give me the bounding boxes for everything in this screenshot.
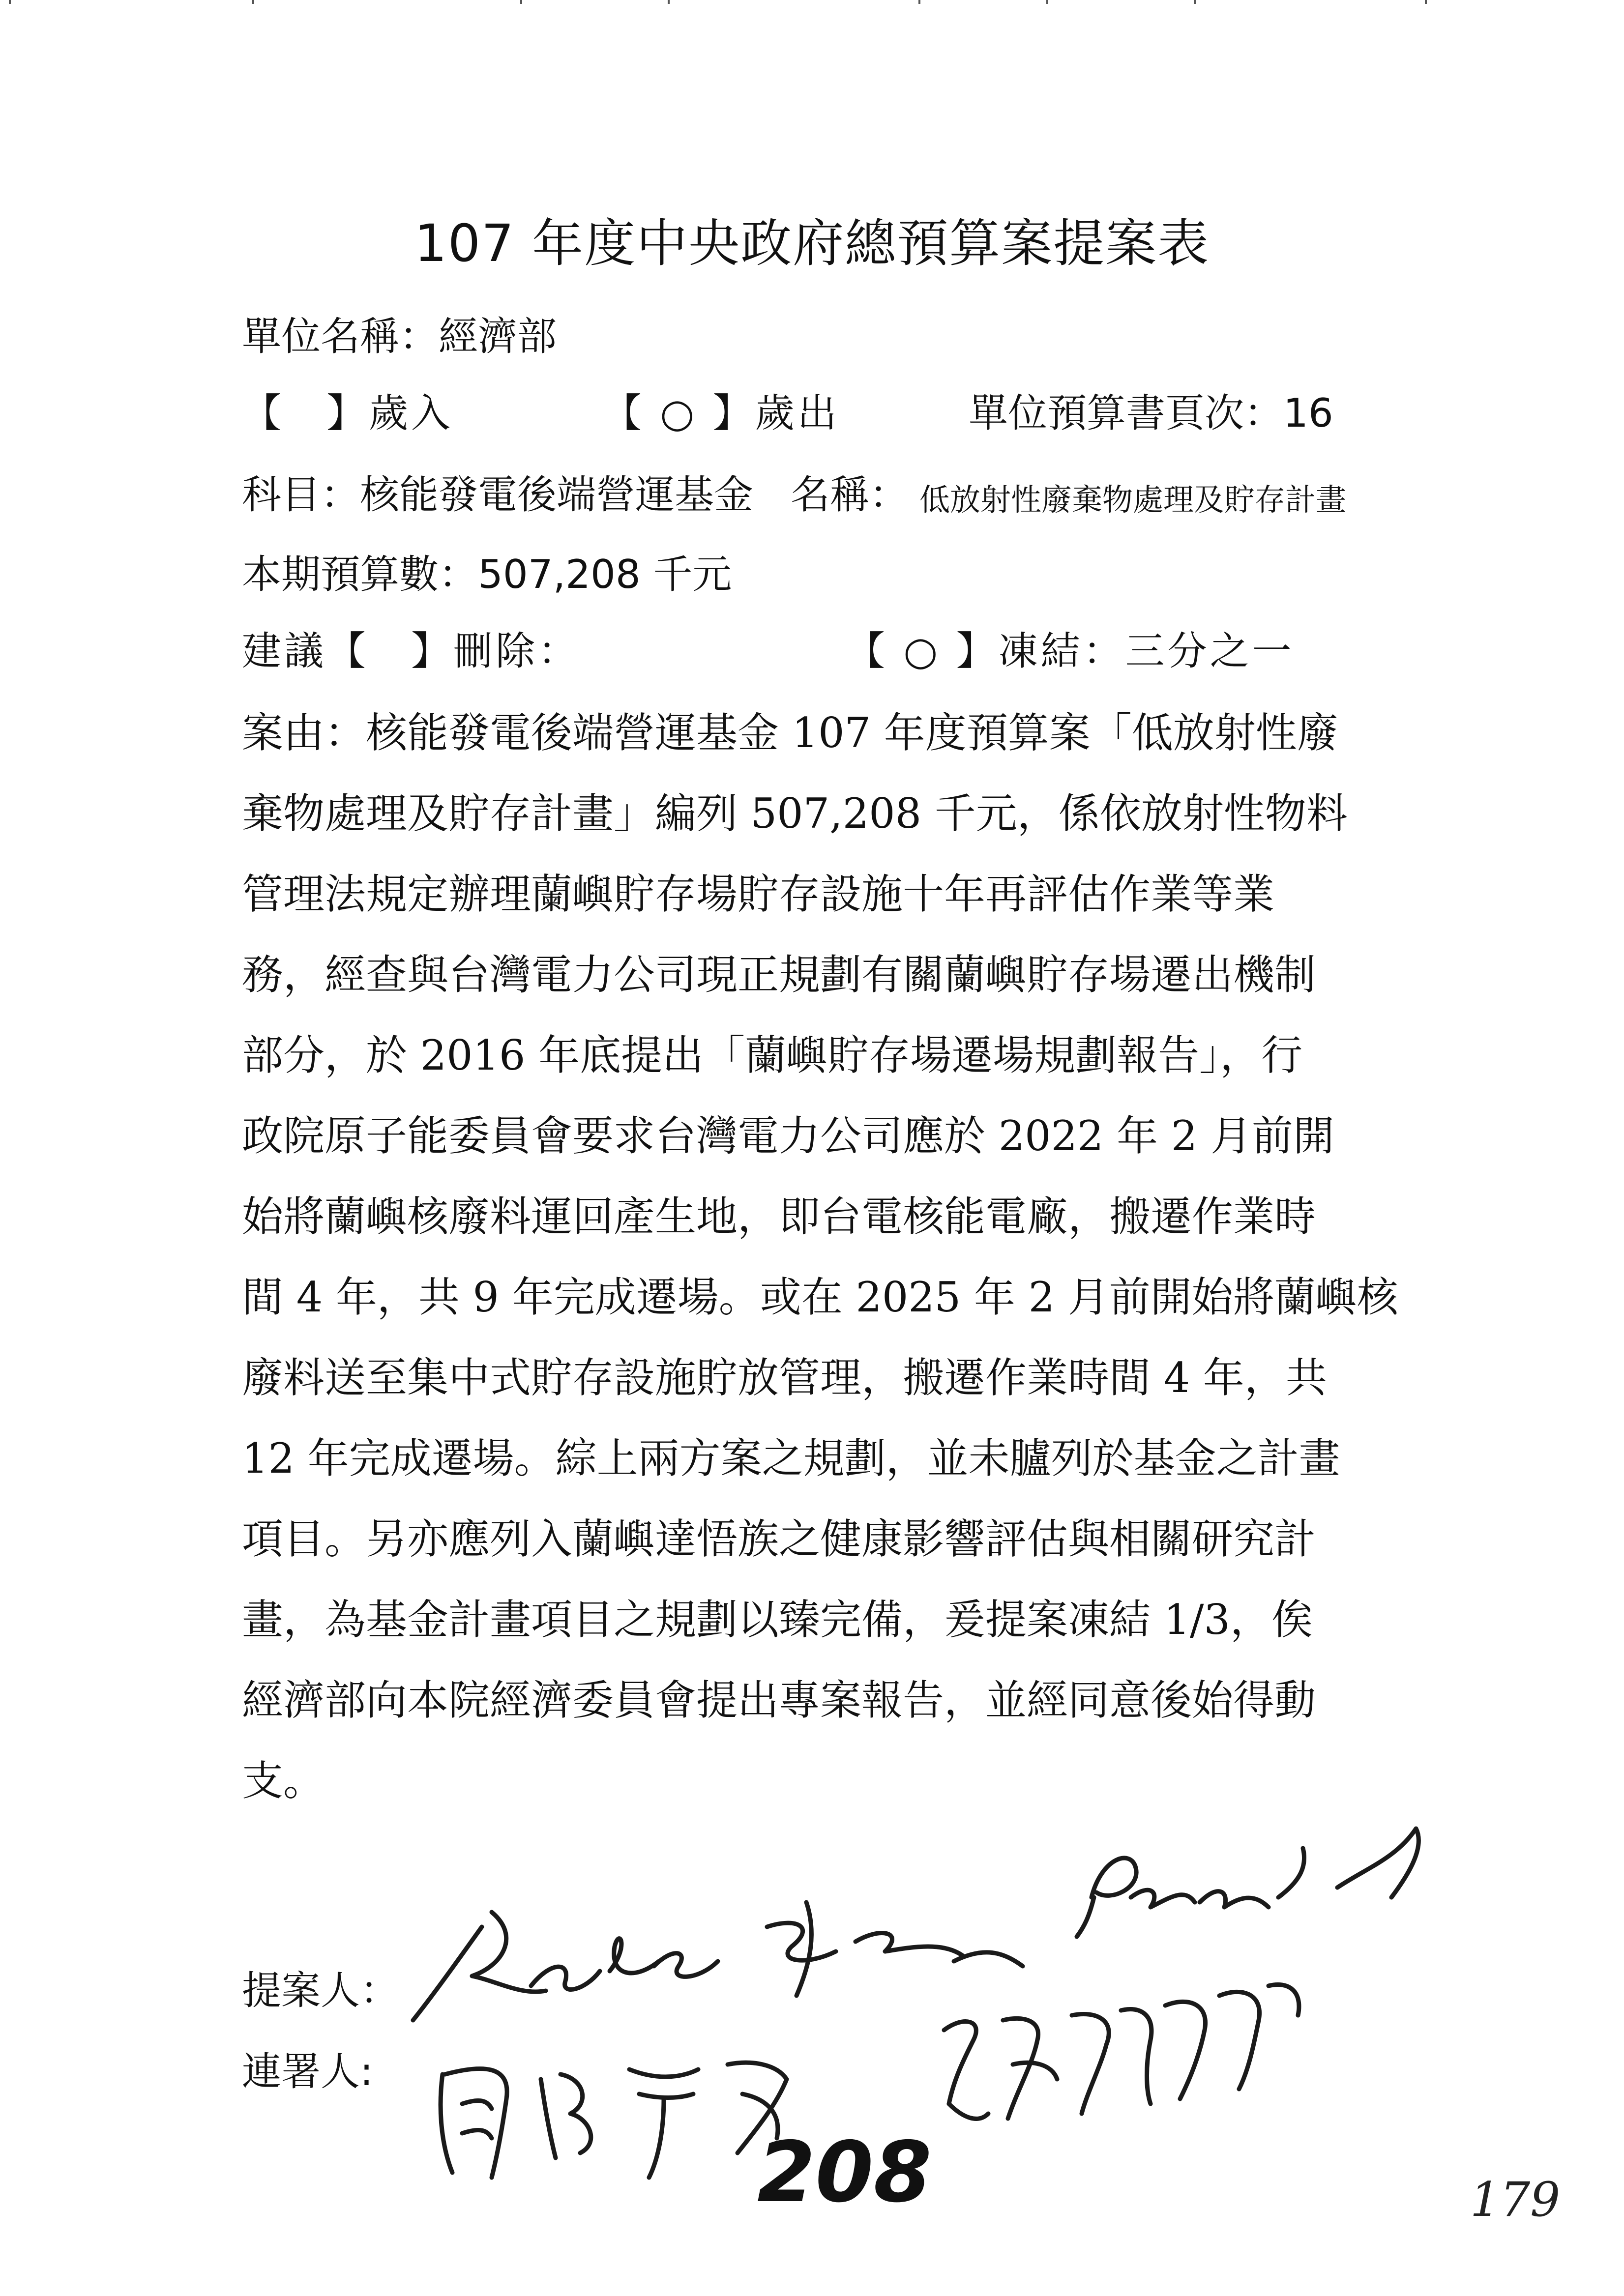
suggest-freeze: 【 ○ 】凍結：三分之一 [846,628,1295,674]
body-line: 政院原子能委員會要求台灣電力公司應於 2022 年 2 月前開 [242,1112,1335,1160]
body-line: 12 年完成遷場。綜上兩方案之規劃，並未臚列於基金之計畫 [242,1434,1340,1482]
body-line: 畫，為基金計畫項目之規劃以臻完備，爰提案凍結 1/3，俟 [242,1596,1313,1644]
corner-page-number: 179 [1470,2172,1561,2227]
body-line: 始將蘭嶼核廢料運回產生地，即台電核能電廠，搬遷作業時 [242,1192,1316,1241]
body-line: 務，經查與台灣電力公司現正規劃有關蘭嶼貯存場遷出機制 [242,951,1316,999]
body-line: 管理法規定辦理蘭嶼貯存場貯存設施十年再評估作業等業 [242,870,1275,918]
cosigner-label: 連署人: [242,2049,373,2094]
body-line: 間 4 年，共 9 年完成遷場。或在 2025 年 2 月前開始將蘭嶼核 [242,1273,1398,1321]
budget-amount: 本期預算數：507,208 千元 [242,552,732,597]
document-title: 107 年度中央政府總預算案提案表 [414,213,1210,273]
body-line: 廢料送至集中式貯存設施貯放管理，搬遷作業時間 4 年，共 [242,1354,1327,1402]
name-label: 名稱： [791,472,909,518]
body-line: 案由：核能發電後端營運基金 107 年度預算案「低放射性廢 [242,709,1338,757]
expense-option: 【 ○ 】歲出 [602,390,840,436]
body-line: 部分，於 2016 年底提出「蘭嶼貯存場遷場規劃報告」，行 [242,1031,1303,1079]
revenue-option: 【 】歲入 [242,390,453,436]
body-line: 項目。另亦應列入蘭嶼達悟族之健康影響評估與相關研究計 [242,1515,1316,1563]
page-number: 208 [757,2124,932,2221]
proposer-label: 提案人： [242,1968,399,2013]
body-line: 經濟部向本院經濟委員會提出專案報告，並經同意後始得動 [242,1676,1316,1724]
budget-page: 單位預算書頁次：16 [969,390,1333,436]
suggest-delete: 建議【 】刪除： [242,628,580,674]
body-line: 支。 [242,1757,325,1805]
unit-name: 單位名稱：經濟部 [242,314,557,359]
subject: 科目：核能發電後端營運基金 [242,472,753,518]
name-value: 低放射性廢棄物處理及貯存計畫 [919,482,1347,518]
body-line: 棄物處理及貯存計畫」編列 507,208 千元，係依放射性物料 [242,789,1348,838]
